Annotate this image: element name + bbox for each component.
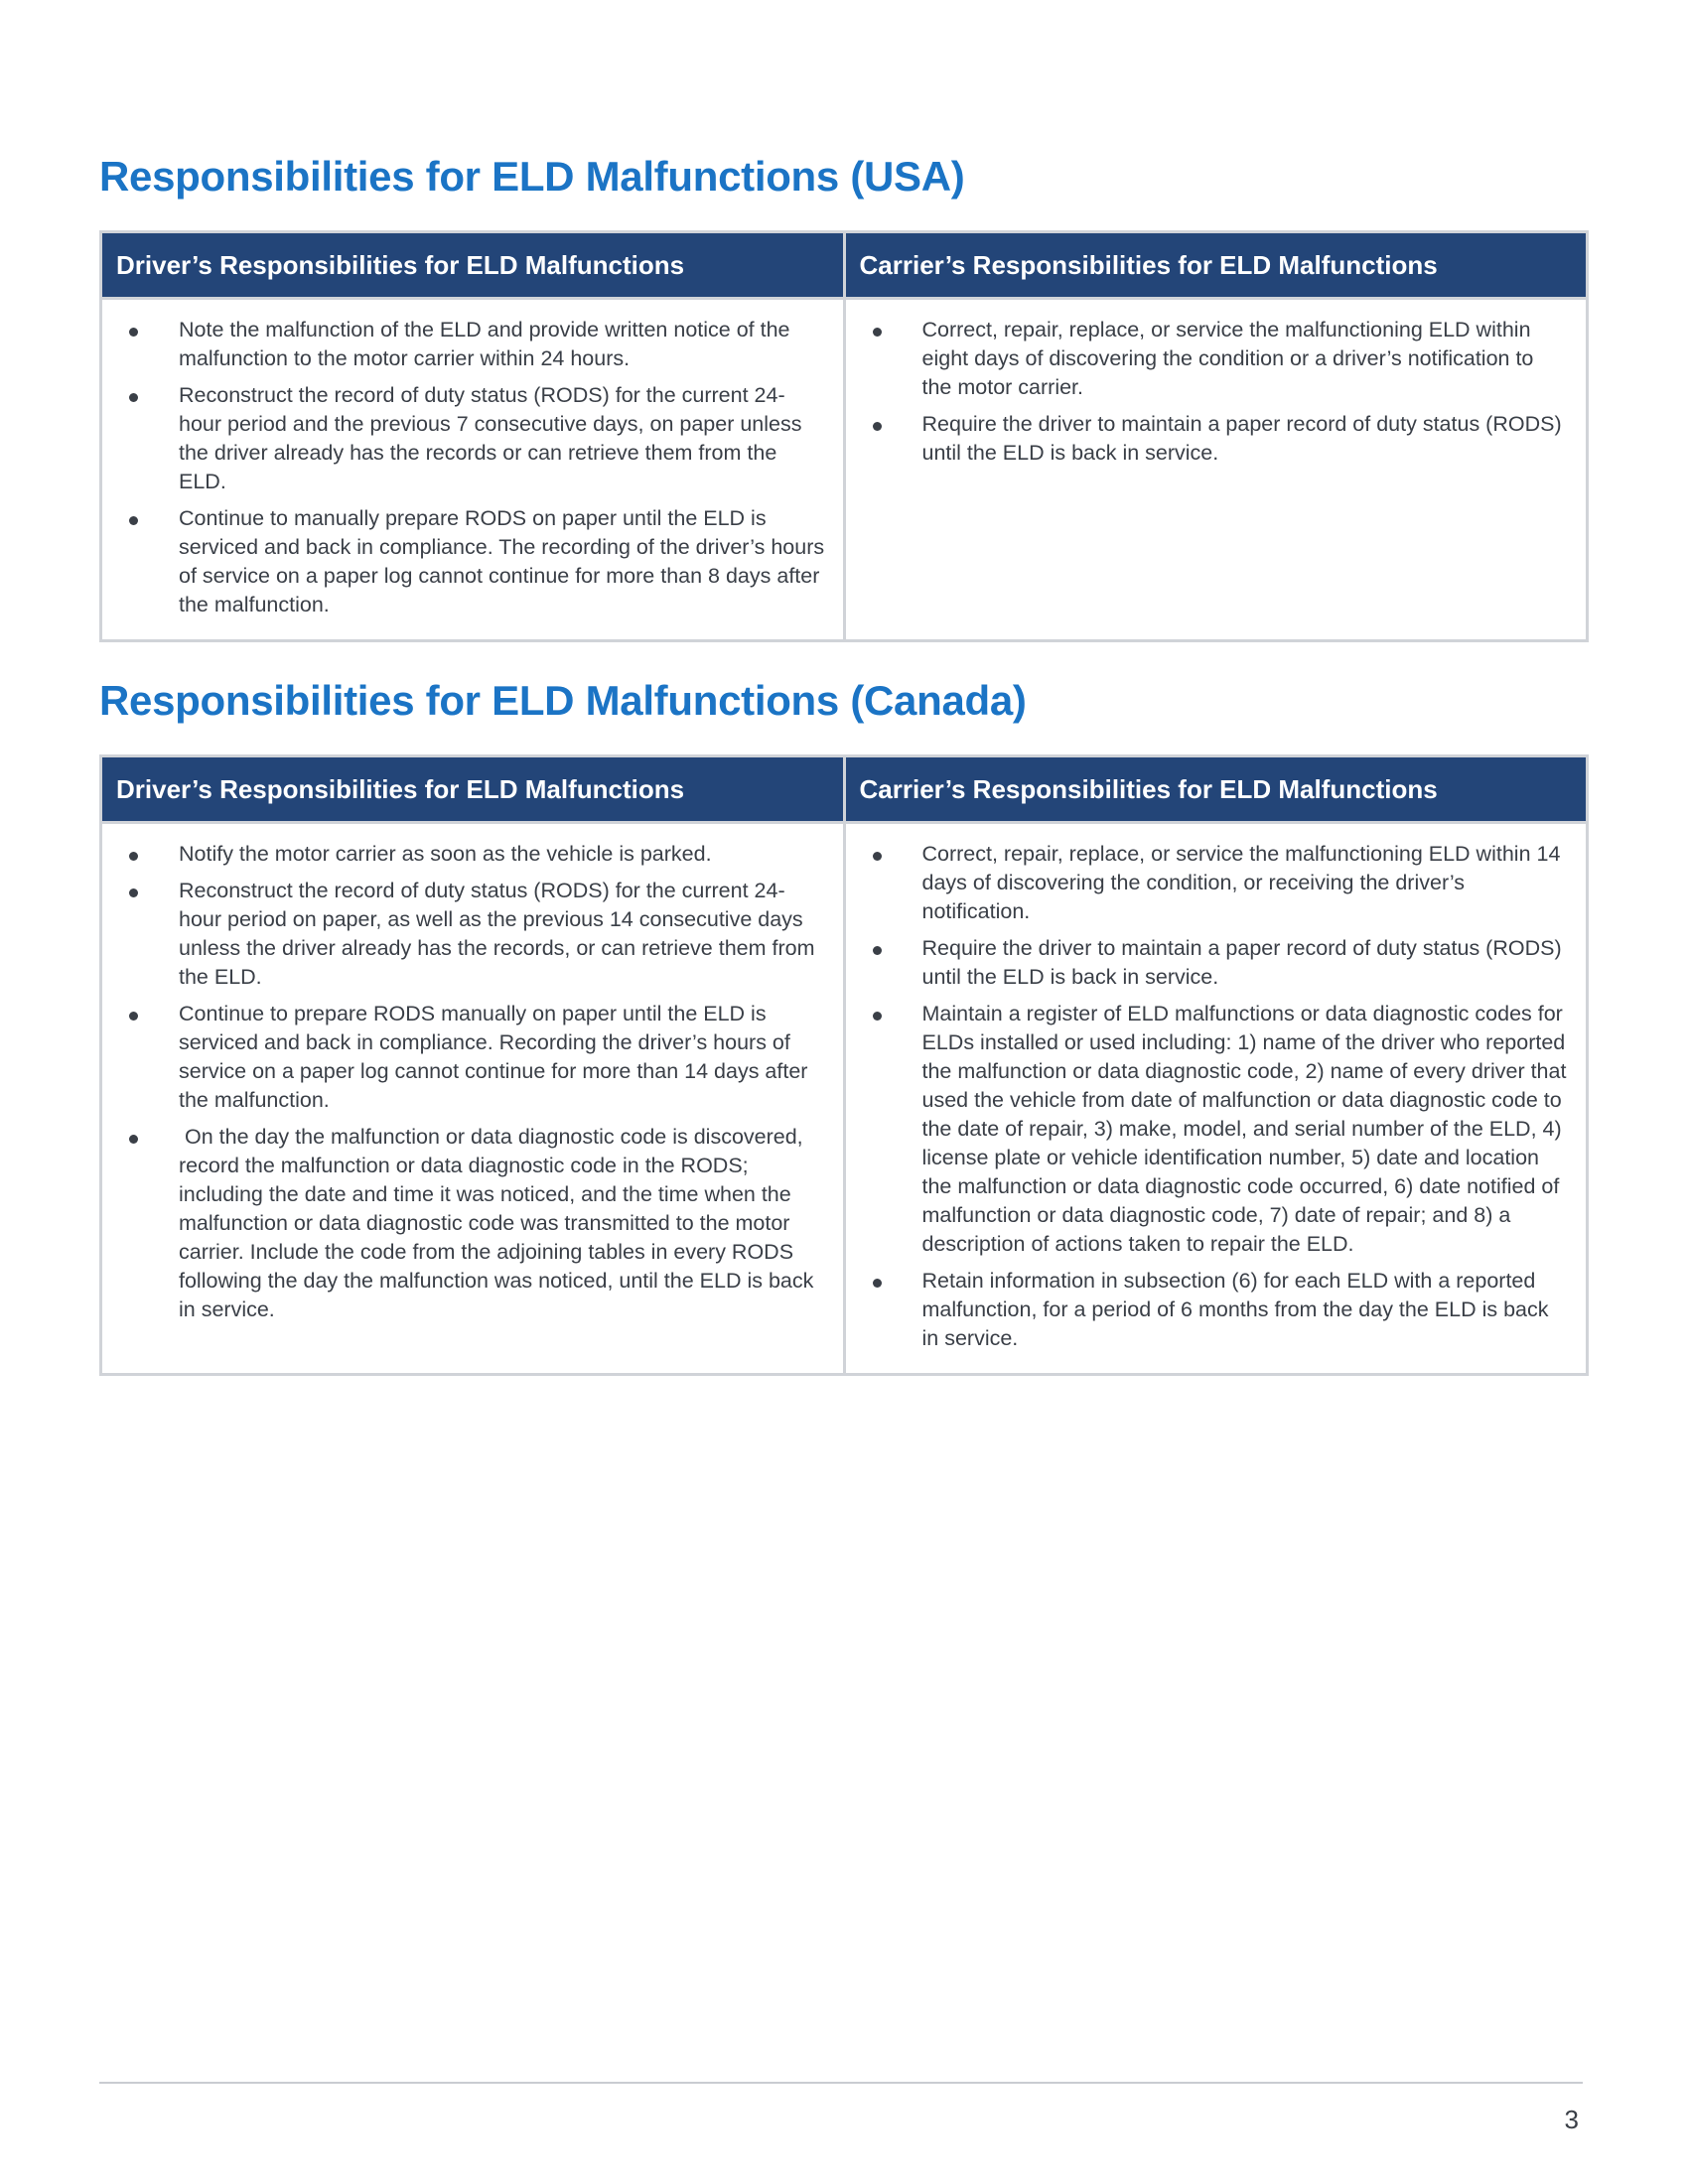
list-item-text: On the day the malfunction or data diagnostic code is discovered, record the malfunction or data diagnostic code in the RODS; including the date and time it was noticed, and the time when the malfunction or data diagnostic code was transmitted to the motor carrier. Include the code from the adjoining tables in every RODS following the day the malfunction was noticed, until the ELD is back in service.	[179, 1125, 820, 1321]
driver-column-header: Driver’s Responsibilities for ELD Malfunctions	[101, 756, 845, 823]
list-item-text: Reconstruct the record of duty status (RODS) for the current 24-hour period on paper, as well as the previous 14 consecutive days unless the driver already has the records, or can retrieve them from the ELD.	[179, 879, 815, 989]
bullet-icon	[129, 1012, 138, 1021]
list-item	[116, 877, 825, 992]
driver-column-header: Driver’s Responsibilities for ELD Malfunctions	[101, 232, 845, 299]
bullet-icon	[129, 852, 138, 861]
bullet-icon	[873, 422, 882, 431]
driver-responsibilities-list	[116, 840, 825, 1324]
page-number: 3	[1564, 2105, 1579, 2134]
list-item-text: Notify the motor carrier as soon as the vehicle is parked.	[179, 842, 712, 866]
bullet-icon	[873, 1012, 882, 1021]
bullet-icon	[873, 946, 882, 955]
table-row	[101, 299, 1588, 641]
footer-divider	[99, 2082, 1583, 2084]
section-canada	[99, 671, 1589, 1376]
list-item	[860, 1000, 1569, 1259]
list-item	[860, 410, 1569, 468]
carrier-responsibilities-cell	[844, 299, 1588, 641]
list-item-text: Maintain a register of ELD malfunctions or data diagnostic codes for ELDs installed or used including: 1) name of the driver who reported the malfunction or data diagnostic code, 2) name of every driver that used the vehicle from date of malfunction or data diagnostic code to the date of repair, 3) make, model, and serial number of the ELD, 4) license plate or vehicle identification number, 5) date and location the malfunction or data diagnostic code occurred, 6) date notified of malfunction or data diagnostic code, 7) date of repair; and 8) a description of actions taken to repair the ELD.	[921, 1002, 1567, 1256]
section-usa	[99, 147, 1589, 642]
list-item-text: Require the driver to maintain a paper record of duty status (RODS) until the ELD is back in service.	[921, 936, 1562, 989]
responsibilities-table-usa	[99, 230, 1589, 642]
list-item-text: Require the driver to maintain a paper record of duty status (RODS) until the ELD is back in service.	[921, 412, 1562, 465]
driver-responsibilities-cell	[101, 299, 845, 641]
bullet-icon	[129, 888, 138, 897]
list-item-text: Note the malfunction of the ELD and provide written notice of the malfunction to the motor carrier within 24 hours.	[179, 318, 790, 370]
carrier-responsibilities-list	[860, 840, 1569, 1353]
table-row	[101, 823, 1588, 1375]
list-item	[116, 1123, 825, 1324]
list-item	[860, 1267, 1569, 1353]
bullet-icon	[129, 328, 138, 337]
carrier-column-header: Carrier’s Responsibilities for ELD Malfunctions	[844, 756, 1588, 823]
list-item	[116, 1000, 825, 1115]
list-item	[116, 316, 825, 373]
list-item	[116, 504, 825, 619]
list-item	[860, 934, 1569, 992]
carrier-responsibilities-list	[860, 316, 1569, 468]
carrier-responsibilities-cell	[844, 823, 1588, 1375]
list-item	[860, 316, 1569, 402]
list-item-text: Retain information in subsection (6) for each ELD with a reported malfunction, for a period of 6 months from the day the ELD is back in service.	[921, 1269, 1549, 1350]
bullet-icon	[873, 852, 882, 861]
section-title-canada: Responsibilities for ELD Malfunctions (Canada)	[99, 677, 1027, 724]
table-header-row	[101, 232, 1588, 299]
list-item	[116, 381, 825, 496]
list-item-text: Continue to manually prepare RODS on paper until the ELD is serviced and back in compliance. The recording of the driver’s hours of service on a paper log cannot continue for more than 8 days after the malfunction.	[179, 506, 825, 616]
list-item-text: Continue to prepare RODS manually on paper until the ELD is serviced and back in compliance. Recording the driver’s hours of service on a paper log cannot continue for more than 14 days after the malfunction.	[179, 1002, 808, 1112]
responsibilities-table-canada	[99, 754, 1589, 1376]
list-item-text: Reconstruct the record of duty status (RODS) for the current 24-hour period and the previous 7 consecutive days, on paper unless the driver already has the records or can retrieve them from the ELD.	[179, 383, 802, 493]
bullet-icon	[129, 1135, 138, 1144]
list-item	[116, 840, 825, 869]
list-item-text: Correct, repair, replace, or service the malfunctioning ELD within eight days of discovering the condition or a driver’s notification to the motor carrier.	[921, 318, 1534, 399]
bullet-icon	[873, 328, 882, 337]
bullet-icon	[873, 1279, 882, 1288]
bullet-icon	[129, 516, 138, 525]
table-header-row	[101, 756, 1588, 823]
carrier-column-header: Carrier’s Responsibilities for ELD Malfunctions	[844, 232, 1588, 299]
list-item-text: Correct, repair, replace, or service the malfunctioning ELD within 14 days of discovering the condition, or receiving the driver’s notification.	[921, 842, 1561, 923]
bullet-icon	[129, 393, 138, 402]
section-title-usa: Responsibilities for ELD Malfunctions (USA)	[99, 153, 965, 200]
driver-responsibilities-list	[116, 316, 825, 619]
list-item	[860, 840, 1569, 926]
driver-responsibilities-cell	[101, 823, 845, 1375]
